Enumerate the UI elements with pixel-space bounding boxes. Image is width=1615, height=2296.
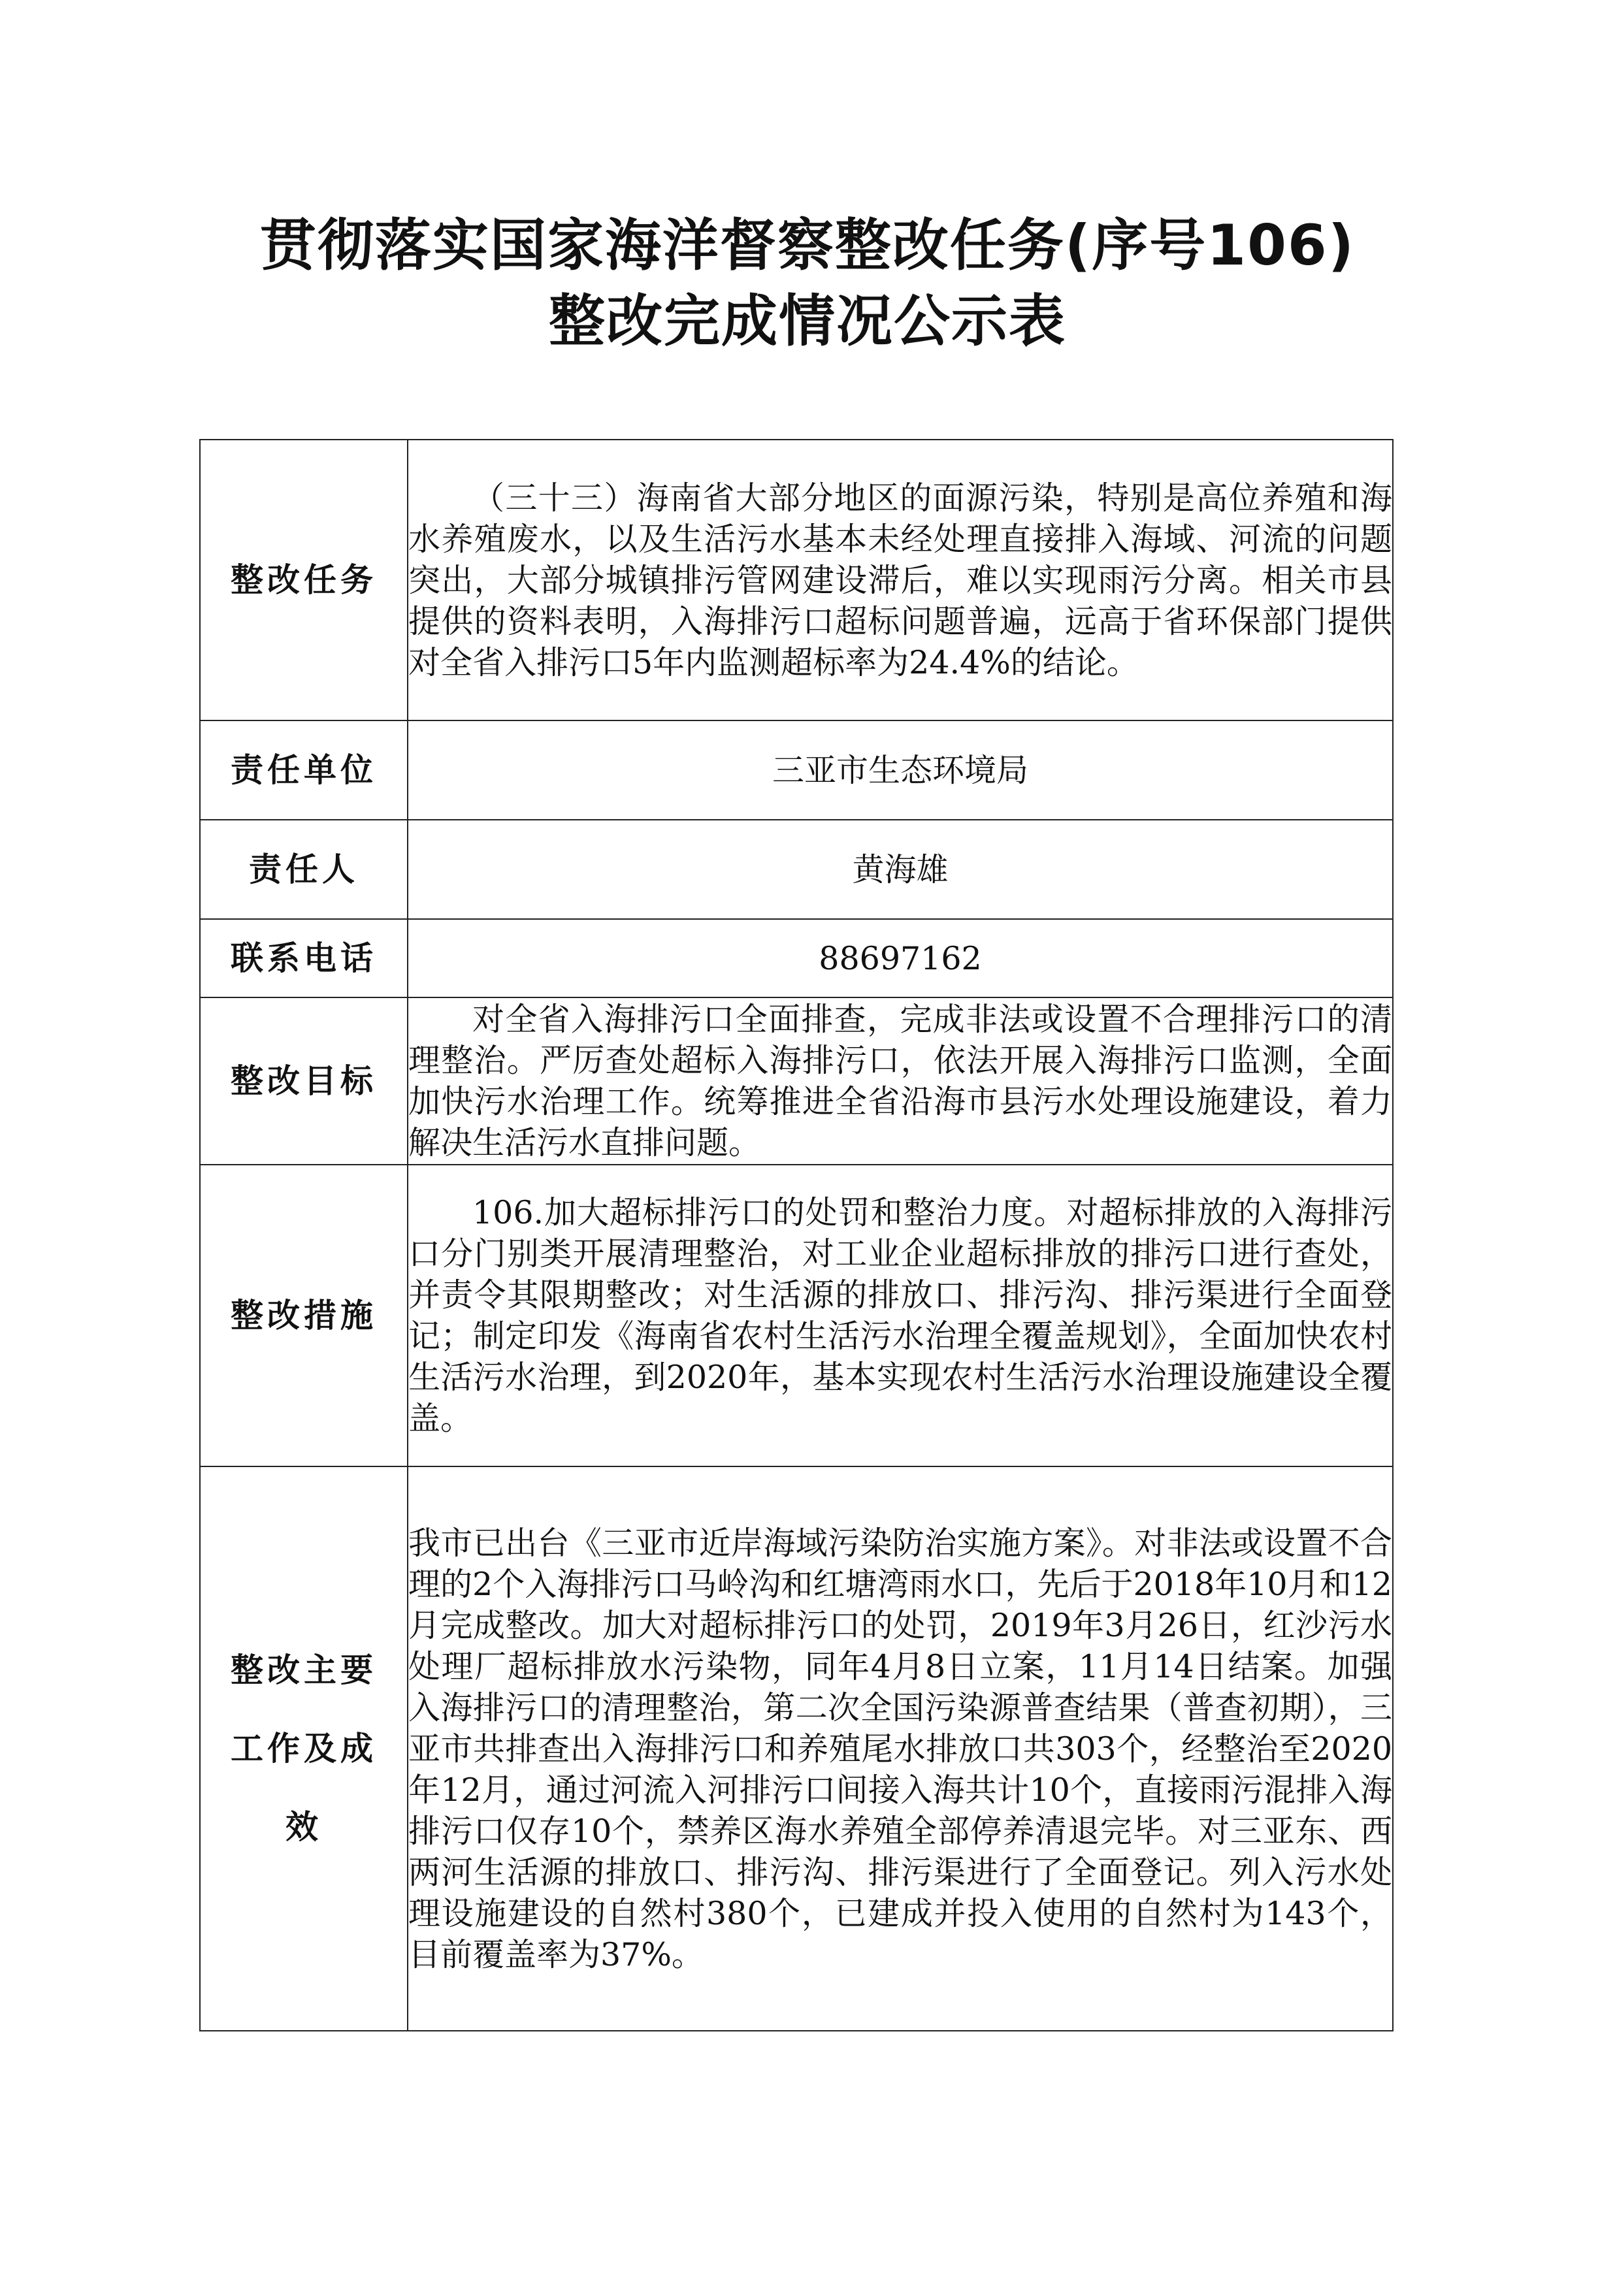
- table-row-task: [200, 440, 1393, 720]
- result-cell: [408, 1466, 1393, 2031]
- rectification-table: [199, 439, 1394, 2031]
- table-row-goal: [200, 997, 1393, 1165]
- table-row-unit: [200, 720, 1393, 820]
- measure-cell: [408, 1165, 1393, 1466]
- unit-value: 三亚市生态环境局: [408, 720, 1393, 820]
- goal-label: 整改目标: [200, 997, 408, 1165]
- table-row-person: [200, 820, 1393, 919]
- result-label-line1: 整改主要: [231, 1651, 377, 1689]
- table-row-result: [200, 1466, 1393, 2031]
- phone-label: 联系电话: [200, 919, 408, 997]
- unit-label: 责任单位: [200, 720, 408, 820]
- result-label: [200, 1466, 408, 2031]
- result-label-line2: 工作及成: [231, 1730, 377, 1768]
- page-title-line1: 贯彻落实国家海洋督察整改任务(序号106): [259, 213, 1356, 278]
- task-value: （三十三）海南省大部分地区的面源污染，特别是高位养殖和海水养殖废水，以及生活污水基本未经处理直接排入海域、河流的问题突出，大部分城镇排污管网建设滞后，难以实现雨污分离。相关市县提供的资料表明，入海排污口超标问题普遍，远高于省环保部门提供对全省入排污口5年内监测超标率为24.4%的结论。: [408, 479, 1392, 681]
- result-label-line3: 效: [285, 1808, 322, 1846]
- phone-value: 88697162: [408, 919, 1393, 997]
- goal-cell: [408, 997, 1393, 1165]
- person-value: 黄海雄: [408, 820, 1393, 919]
- measure-label: 整改措施: [200, 1165, 408, 1466]
- measure-value: 106.加大超标排污口的处罚和整治力度。对超标排放的入海排污口分门别类开展清理整治，对工业企业超标排放的排污口进行查处，并责令其限期整改；对生活源的排放口、排污沟、排污渠进行全面登记；制定印发《海南省农村生活污水治理全覆盖规划》，全面加快农村生活污水治理，到2020年，基本实现农村生活污水治理设施建设全覆盖。: [408, 1194, 1392, 1437]
- title-block: [0, 208, 1615, 359]
- table-row-measure: [200, 1165, 1393, 1466]
- task-label: 整改任务: [200, 440, 408, 720]
- result-value: 我市已出台《三亚市近岸海域污染防治实施方案》。对非法或设置不合理的2个入海排污口马岭沟和红塘湾雨水口，先后于2018年10月和12月完成整改。加大对超标排污口的处罚，2019年3月26日，红沙污水处理厂超标排放水污染物，同年4月8日立案，11月14日结案。加强入海排污口的清理整治，第二次全国污染源普查结果（普查初期），三亚市共排查出入海排污口和养殖尾水排放口共303个，经整治至2020年12月，通过河流入河排污口间接入海共计10个，直接雨污混排入海排污口仅存10个，禁养区海水养殖全部停养清退完毕。对三亚东、西两河生活源的排放口、排污沟、排污渠进行了全面登记。列入污水处理设施建设的自然村380个，已建成并投入使用的自然村为143个，目前覆盖率为37%。: [408, 1524, 1392, 1973]
- goal-value: 对全省入海排污口全面排查，完成非法或设置不合理排污口的清理整治。严厉查处超标入海排污口，依法开展入海排污口监测，全面加快污水治理工作。统筹推进全省沿海市县污水处理设施建设，着力解决生活污水直排问题。: [408, 1001, 1392, 1161]
- task-cell: [408, 440, 1393, 720]
- table-row-phone: [200, 919, 1393, 997]
- person-label: 责任人: [200, 820, 408, 919]
- page-title-line2: 整改完成情况公示表: [549, 289, 1066, 354]
